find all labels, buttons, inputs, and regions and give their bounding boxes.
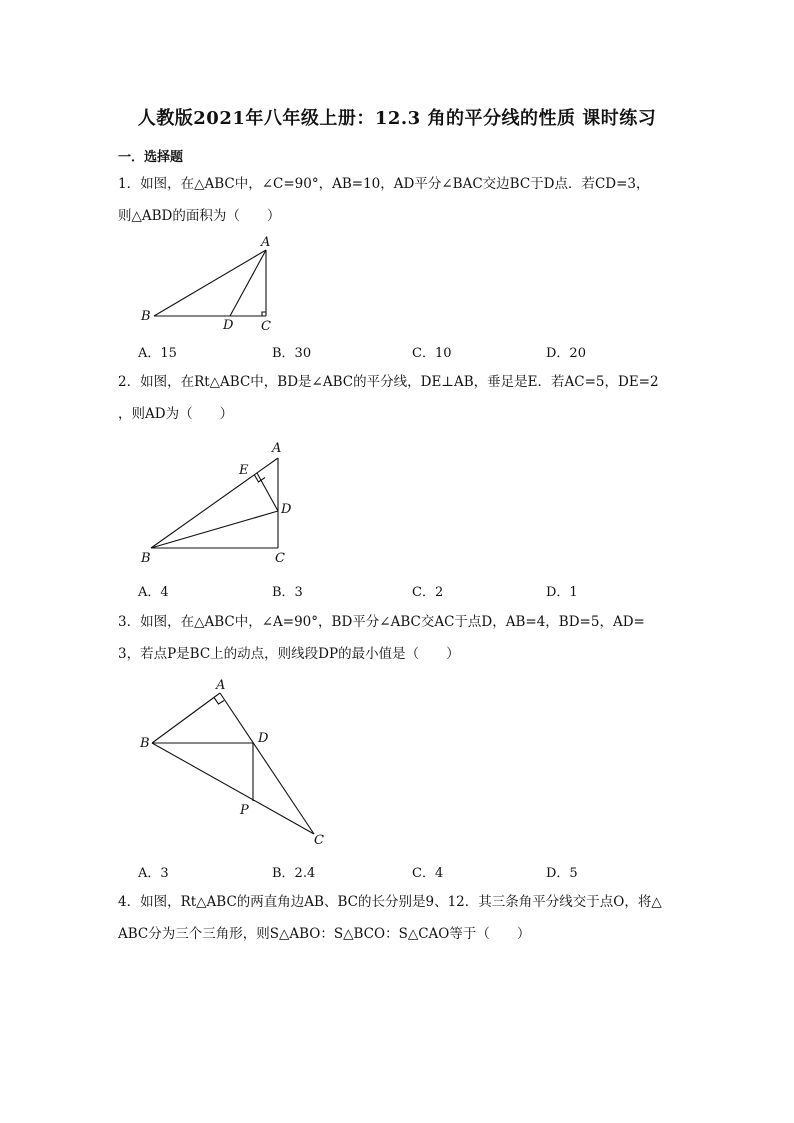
question-1-line-1: 1．如图，在△ABC中，∠C=90°，AB=10，AD平分∠BAC交边BC于D点．若CD=3，: [118, 176, 650, 192]
question-4-line-1: 4．如图，Rt△ABC的两直角边AB、BC的长分别是9、12．其三条角平分线交于点O，将△: [118, 894, 662, 910]
segment-ab: [154, 250, 266, 316]
question-2-choices: [138, 581, 678, 601]
figure-1: [130, 230, 290, 338]
figure-2: [135, 436, 305, 568]
question-4-line-2: ABC分为三个三角形，则S△ABO：S△BCO：S△CAO等于（ ）: [118, 926, 531, 942]
question-2: [118, 366, 678, 430]
label-a: A: [261, 235, 271, 250]
label-d: D: [258, 731, 269, 746]
segment-bc: [152, 743, 314, 834]
choice-d[interactable]: D．5: [546, 866, 578, 881]
choice-c[interactable]: C．4: [412, 866, 444, 881]
choice-b[interactable]: B．30: [272, 346, 312, 361]
page-title: 人教版2021年八年级上册：12.3 角的平分线的性质 课时练习: [137, 108, 657, 129]
figure-3: [130, 672, 330, 852]
question-3-choices: [138, 862, 678, 882]
question-1-choices: [138, 342, 678, 362]
label-d: D: [223, 318, 234, 333]
choice-a[interactable]: A．15: [138, 346, 177, 361]
segment-ac: [220, 693, 314, 834]
label-b: B: [141, 551, 151, 566]
label-d: D: [281, 502, 292, 517]
choice-c[interactable]: C．2: [412, 585, 444, 600]
label-e: E: [239, 463, 249, 478]
section-heading: 一．选择题: [118, 150, 184, 165]
question-3: [118, 606, 678, 670]
segment-ab: [152, 693, 220, 743]
label-b: B: [140, 736, 150, 751]
right-angle-mark-a: [214, 698, 224, 705]
label-p: P: [240, 803, 249, 818]
choice-d[interactable]: D．20: [546, 346, 586, 361]
choice-b[interactable]: B．2.4: [272, 866, 316, 881]
label-b: B: [141, 309, 151, 324]
segment-ad: [230, 250, 266, 316]
choice-b[interactable]: B．3: [272, 585, 303, 600]
choice-a[interactable]: A．3: [138, 866, 169, 881]
question-3-line-2: 3，若点P是BC上的动点，则线段DP的最小值是（ ）: [118, 646, 460, 662]
question-2-line-1: 2．如图，在Rt△ABC中，BD是∠ABC的平分线，DE⊥AB，垂足是E．若AC=5，DE=2: [118, 374, 659, 390]
question-1: [118, 168, 678, 232]
question-4: [118, 886, 678, 950]
label-c: C: [314, 833, 324, 848]
label-c: C: [261, 319, 271, 334]
label-c: C: [275, 551, 285, 566]
segment-bd: [151, 511, 278, 548]
segment-ab: [151, 458, 278, 548]
label-a: A: [216, 678, 226, 693]
question-3-line-1: 3．如图，在△ABC中，∠A=90°，BD平分∠ABC交AC于点D，AB=4，BD=5，AD=: [118, 614, 645, 630]
question-2-line-2: ，则AD为（ ）: [118, 406, 234, 422]
choice-a[interactable]: A．4: [138, 585, 169, 600]
label-a: A: [272, 441, 282, 456]
question-1-line-2: 则△ABD的面积为（ ）: [118, 208, 281, 224]
choice-d[interactable]: D．1: [546, 585, 578, 600]
right-angle-mark: [262, 312, 266, 316]
segment-de: [257, 473, 278, 511]
choice-c[interactable]: C．10: [412, 346, 452, 361]
